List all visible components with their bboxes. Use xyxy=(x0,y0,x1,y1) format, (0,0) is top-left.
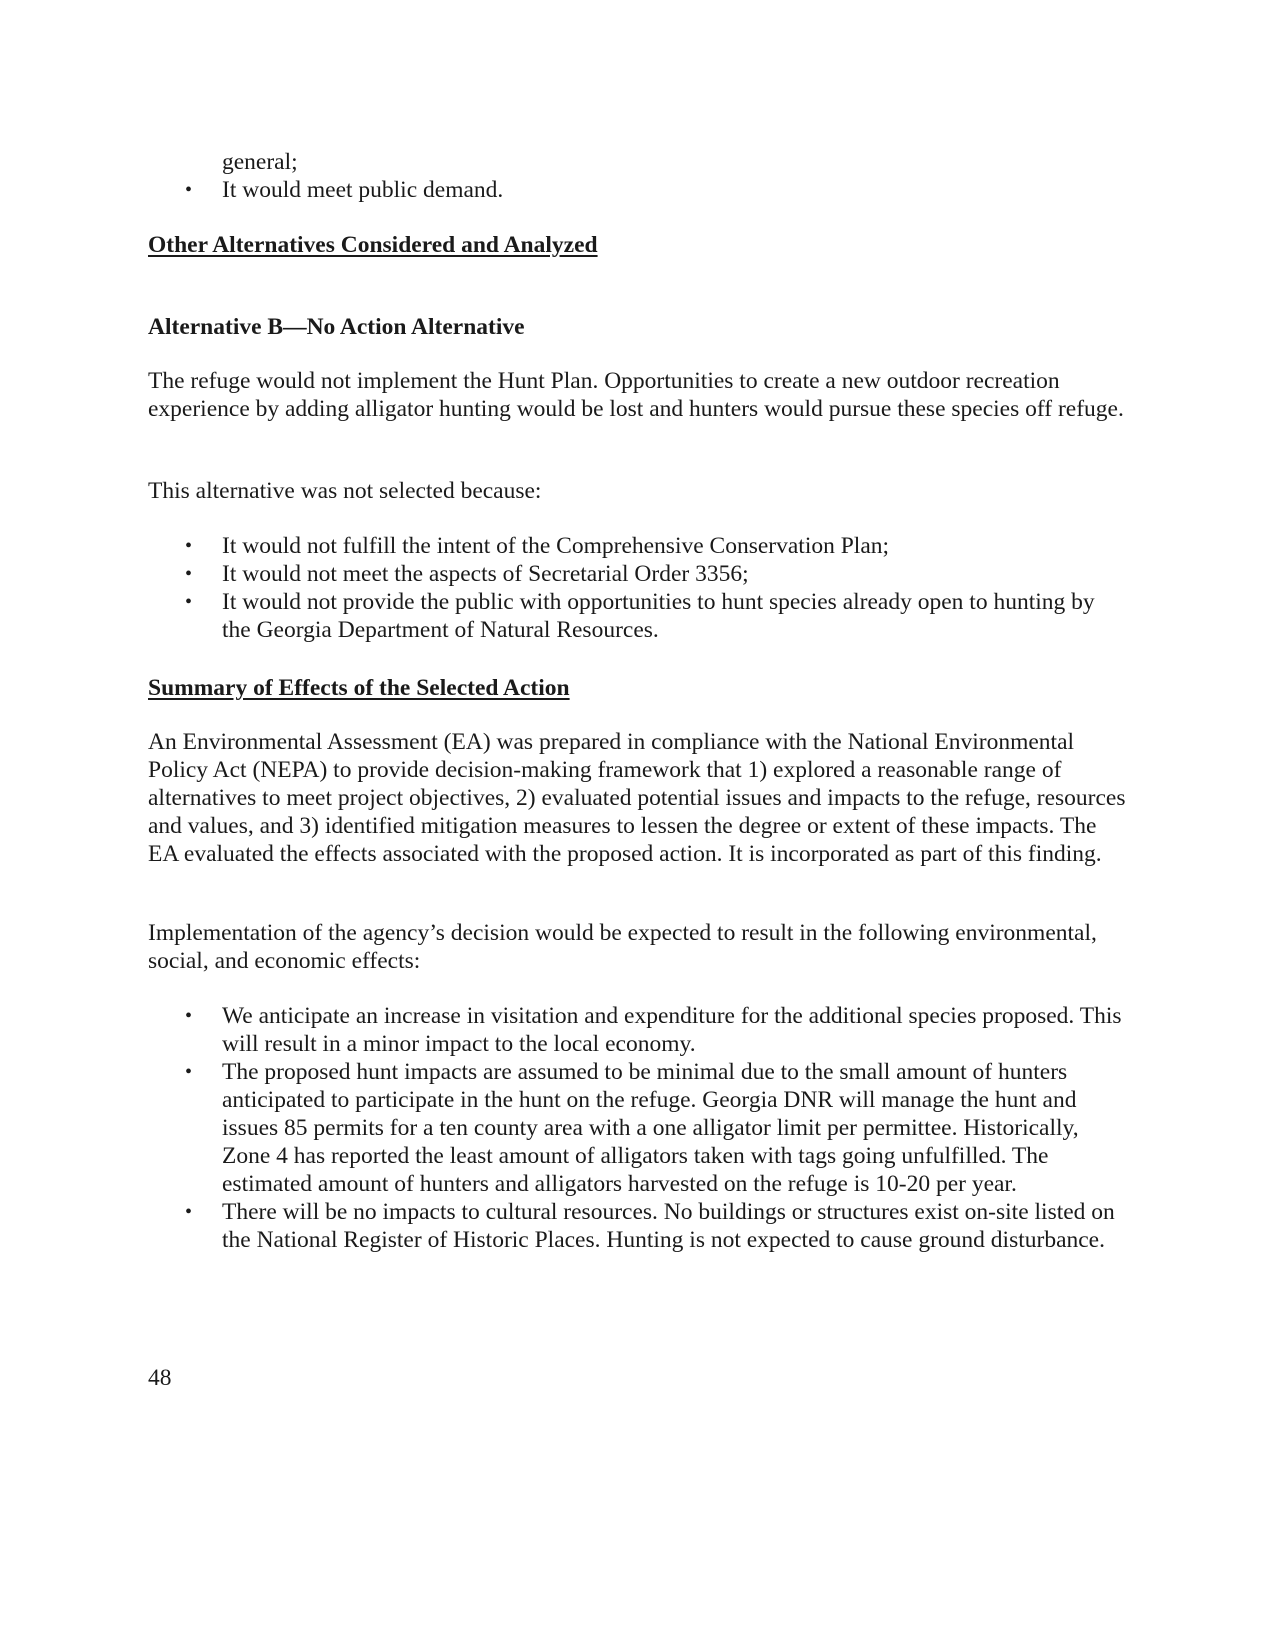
alternative-b-lead: This alternative was not selected because: xyxy=(148,478,542,504)
list-item-text: There will be no impacts to cultural resources. No buildings or structures exist on-site listed on the National Register of Historic Places. Hunting is not expected to cause ground disturbance. xyxy=(222,1199,1115,1253)
summary-paragraph-ea: An Environmental Assessment (EA) was prepared in compliance with the National Environmental Policy Act (NEPA) to provide decision-making framework that 1) explored a reasonable range of alternatives to meet project objectives, 2) evaluated potential issues and impacts to the refuge, resources and values, and 3) identified mitigation measures to lessen the degree or extent of these impacts. The EA evaluated the effects associated with the proposed action. It is incorporated as part of this finding. xyxy=(148,729,1126,867)
list-item xyxy=(148,1058,1128,1198)
bullet-icon: • xyxy=(185,535,193,557)
section-heading-summary-of-effects: Summary of Effects of the Selected Action xyxy=(148,675,570,701)
list-item xyxy=(148,532,1128,560)
list-item-text: It would not provide the public with opportunities to hunt species already open to hunting by the Georgia Department of Natural Resources. xyxy=(222,589,1095,643)
bullet-icon: • xyxy=(185,1201,193,1223)
bullet-icon: • xyxy=(185,1005,193,1027)
bullet-icon: • xyxy=(185,179,193,201)
list-item-text: It would not fulfill the intent of the Comprehensive Conservation Plan; xyxy=(222,533,890,559)
summary-paragraph-implementation: Implementation of the agency’s decision would be expected to result in the following environmental, social, and economic effects: xyxy=(148,920,1097,974)
subsection-heading-alternative-b: Alternative B—No Action Alternative xyxy=(148,314,525,340)
list-item-text: It would meet public demand. xyxy=(222,177,504,203)
bullet-icon: • xyxy=(185,591,193,613)
list-item xyxy=(148,588,1128,644)
bullet-icon: • xyxy=(185,563,193,585)
list-item xyxy=(148,1002,1128,1058)
list-item xyxy=(148,560,1128,588)
continued-bullet-list xyxy=(148,176,1128,204)
list-item xyxy=(148,176,1128,204)
alternative-b-paragraph: The refuge would not implement the Hunt Plan. Opportunities to create a new outdoor recreation experience by adding alligator hunting would be lost and hunters would pursue these species off refuge. xyxy=(148,368,1124,422)
effects-list xyxy=(148,1002,1128,1254)
alternative-b-reasons-list xyxy=(148,532,1128,644)
list-item-text: The proposed hunt impacts are assumed to be minimal due to the small amount of hunters anticipated to participate in the hunt on the refuge. Georgia DNR will manage the hunt and issues 85 permits for a ten county area with a one alligator limit per permittee. Historically, Zone 4 has reported the least amount of alligators taken with tags going unfulfilled. The estimated amount of hunters and alligators harvested on the refuge is 10-20 per year. xyxy=(222,1059,1079,1197)
continued-bullet-text: general; xyxy=(222,149,298,175)
list-item-text: We anticipate an increase in visitation and expenditure for the additional species proposed. This will result in a minor impact to the local economy. xyxy=(222,1003,1122,1057)
list-item xyxy=(148,1198,1128,1254)
page-number: 48 xyxy=(148,1365,172,1391)
list-item-text: It would not meet the aspects of Secretarial Order 3356; xyxy=(222,561,749,587)
section-heading-other-alternatives: Other Alternatives Considered and Analyzed xyxy=(148,232,598,258)
bullet-icon: • xyxy=(185,1061,193,1083)
